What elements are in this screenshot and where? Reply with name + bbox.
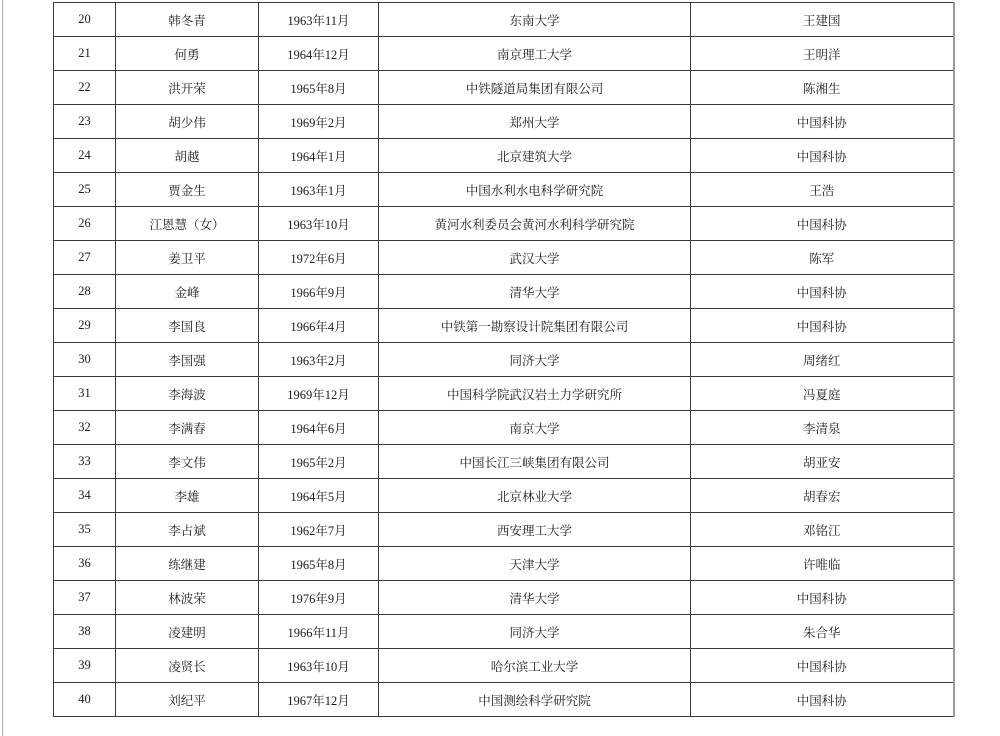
cell-work-unit: 中铁第一勘察设计院集团有限公司 (379, 309, 691, 343)
cell-row-number: 37 (54, 581, 116, 615)
cell-nominator: 胡春宏 (691, 479, 954, 513)
table-row (54, 683, 954, 717)
cell-work-unit: 中国科学院武汉岩土力学研究所 (379, 377, 691, 411)
cell-work-unit: 南京大学 (379, 411, 691, 445)
cell-work-unit: 武汉大学 (379, 241, 691, 275)
cell-work-unit: 清华大学 (379, 275, 691, 309)
cell-work-unit: 哈尔滨工业大学 (379, 649, 691, 683)
cell-nominator: 王浩 (691, 173, 954, 207)
table-row (54, 275, 954, 309)
cell-row-number: 28 (54, 275, 116, 309)
table-row (54, 71, 954, 105)
cell-nominator: 许唯临 (691, 547, 954, 581)
cell-birth-date: 1964年12月 (259, 37, 379, 71)
cell-birth-date: 1965年2月 (259, 445, 379, 479)
cell-work-unit: 北京建筑大学 (379, 139, 691, 173)
cell-person-name: 李海波 (116, 377, 259, 411)
cell-person-name: 凌建明 (116, 615, 259, 649)
cell-nominator: 中国科协 (691, 105, 954, 139)
cell-nominator: 陈军 (691, 241, 954, 275)
table-row (54, 139, 954, 173)
cell-row-number: 22 (54, 71, 116, 105)
cell-person-name: 林波荣 (116, 581, 259, 615)
table-row (54, 445, 954, 479)
cell-nominator: 中国科协 (691, 275, 954, 309)
cell-work-unit: 南京理工大学 (379, 37, 691, 71)
cell-work-unit: 天津大学 (379, 547, 691, 581)
cell-birth-date: 1963年10月 (259, 207, 379, 241)
cell-birth-date: 1966年9月 (259, 275, 379, 309)
cell-row-number: 38 (54, 615, 116, 649)
cell-work-unit: 郑州大学 (379, 105, 691, 139)
nominees-table-body (54, 3, 954, 717)
cell-nominator: 中国科协 (691, 581, 954, 615)
cell-row-number: 20 (54, 3, 116, 37)
cell-birth-date: 1964年5月 (259, 479, 379, 513)
cell-row-number: 27 (54, 241, 116, 275)
cell-person-name: 李国良 (116, 309, 259, 343)
cell-birth-date: 1963年2月 (259, 343, 379, 377)
page-edge-line (2, 0, 3, 736)
table-row (54, 411, 954, 445)
cell-birth-date: 1965年8月 (259, 71, 379, 105)
table-row (54, 343, 954, 377)
cell-person-name: 凌贤长 (116, 649, 259, 683)
cell-person-name: 李国强 (116, 343, 259, 377)
cell-birth-date: 1964年1月 (259, 139, 379, 173)
cell-birth-date: 1972年6月 (259, 241, 379, 275)
cell-work-unit: 中国水利水电科学研究院 (379, 173, 691, 207)
cell-person-name: 何勇 (116, 37, 259, 71)
cell-nominator: 陈湘生 (691, 71, 954, 105)
cell-row-number: 26 (54, 207, 116, 241)
cell-birth-date: 1962年7月 (259, 513, 379, 547)
cell-nominator: 周绪红 (691, 343, 954, 377)
cell-nominator: 邓铭江 (691, 513, 954, 547)
table-row (54, 547, 954, 581)
cell-row-number: 31 (54, 377, 116, 411)
cell-nominator: 中国科协 (691, 309, 954, 343)
cell-person-name: 姜卫平 (116, 241, 259, 275)
table-row (54, 615, 954, 649)
cell-birth-date: 1963年1月 (259, 173, 379, 207)
cell-row-number: 40 (54, 683, 116, 717)
cell-person-name: 李雄 (116, 479, 259, 513)
table-row (54, 581, 954, 615)
cell-birth-date: 1965年8月 (259, 547, 379, 581)
table-row (54, 173, 954, 207)
cell-row-number: 21 (54, 37, 116, 71)
cell-row-number: 33 (54, 445, 116, 479)
cell-work-unit: 东南大学 (379, 3, 691, 37)
cell-work-unit: 同济大学 (379, 615, 691, 649)
table-row (54, 479, 954, 513)
table-row (54, 377, 954, 411)
cell-nominator: 朱合华 (691, 615, 954, 649)
cell-work-unit: 清华大学 (379, 581, 691, 615)
cell-row-number: 34 (54, 479, 116, 513)
cell-person-name: 李文伟 (116, 445, 259, 479)
cell-work-unit: 中铁隧道局集团有限公司 (379, 71, 691, 105)
cell-person-name: 江恩慧（女） (116, 207, 259, 241)
cell-nominator: 王建国 (691, 3, 954, 37)
cell-row-number: 25 (54, 173, 116, 207)
cell-work-unit: 西安理工大学 (379, 513, 691, 547)
cell-person-name: 刘纪平 (116, 683, 259, 717)
table-row (54, 649, 954, 683)
table-row (54, 3, 954, 37)
cell-person-name: 李占斌 (116, 513, 259, 547)
cell-row-number: 39 (54, 649, 116, 683)
table-row (54, 105, 954, 139)
cell-work-unit: 中国测绘科学研究院 (379, 683, 691, 717)
cell-nominator: 中国科协 (691, 139, 954, 173)
cell-work-unit: 黄河水利委员会黄河水利科学研究院 (379, 207, 691, 241)
cell-birth-date: 1976年9月 (259, 581, 379, 615)
table-row (54, 309, 954, 343)
cell-row-number: 23 (54, 105, 116, 139)
table-row (54, 207, 954, 241)
cell-birth-date: 1964年6月 (259, 411, 379, 445)
cell-person-name: 金峰 (116, 275, 259, 309)
cell-row-number: 32 (54, 411, 116, 445)
cell-work-unit: 中国长江三峡集团有限公司 (379, 445, 691, 479)
cell-nominator: 中国科协 (691, 649, 954, 683)
table-row (54, 513, 954, 547)
table-row (54, 37, 954, 71)
cell-person-name: 李满春 (116, 411, 259, 445)
cell-nominator: 中国科协 (691, 683, 954, 717)
table-row (54, 241, 954, 275)
cell-birth-date: 1963年10月 (259, 649, 379, 683)
cell-birth-date: 1969年2月 (259, 105, 379, 139)
cell-person-name: 贾金生 (116, 173, 259, 207)
cell-nominator: 中国科协 (691, 207, 954, 241)
cell-person-name: 韩冬青 (116, 3, 259, 37)
cell-person-name: 胡越 (116, 139, 259, 173)
cell-row-number: 30 (54, 343, 116, 377)
cell-nominator: 李清泉 (691, 411, 954, 445)
cell-nominator: 冯夏庭 (691, 377, 954, 411)
cell-birth-date: 1966年11月 (259, 615, 379, 649)
cell-work-unit: 北京林业大学 (379, 479, 691, 513)
nominees-table (53, 2, 955, 717)
cell-nominator: 胡亚安 (691, 445, 954, 479)
cell-row-number: 35 (54, 513, 116, 547)
cell-row-number: 24 (54, 139, 116, 173)
cell-person-name: 洪开荣 (116, 71, 259, 105)
cell-person-name: 胡少伟 (116, 105, 259, 139)
cell-work-unit: 同济大学 (379, 343, 691, 377)
cell-birth-date: 1967年12月 (259, 683, 379, 717)
cell-nominator: 王明洋 (691, 37, 954, 71)
cell-birth-date: 1963年11月 (259, 3, 379, 37)
cell-person-name: 练继建 (116, 547, 259, 581)
cell-birth-date: 1966年4月 (259, 309, 379, 343)
cell-row-number: 29 (54, 309, 116, 343)
cell-row-number: 36 (54, 547, 116, 581)
cell-birth-date: 1969年12月 (259, 377, 379, 411)
